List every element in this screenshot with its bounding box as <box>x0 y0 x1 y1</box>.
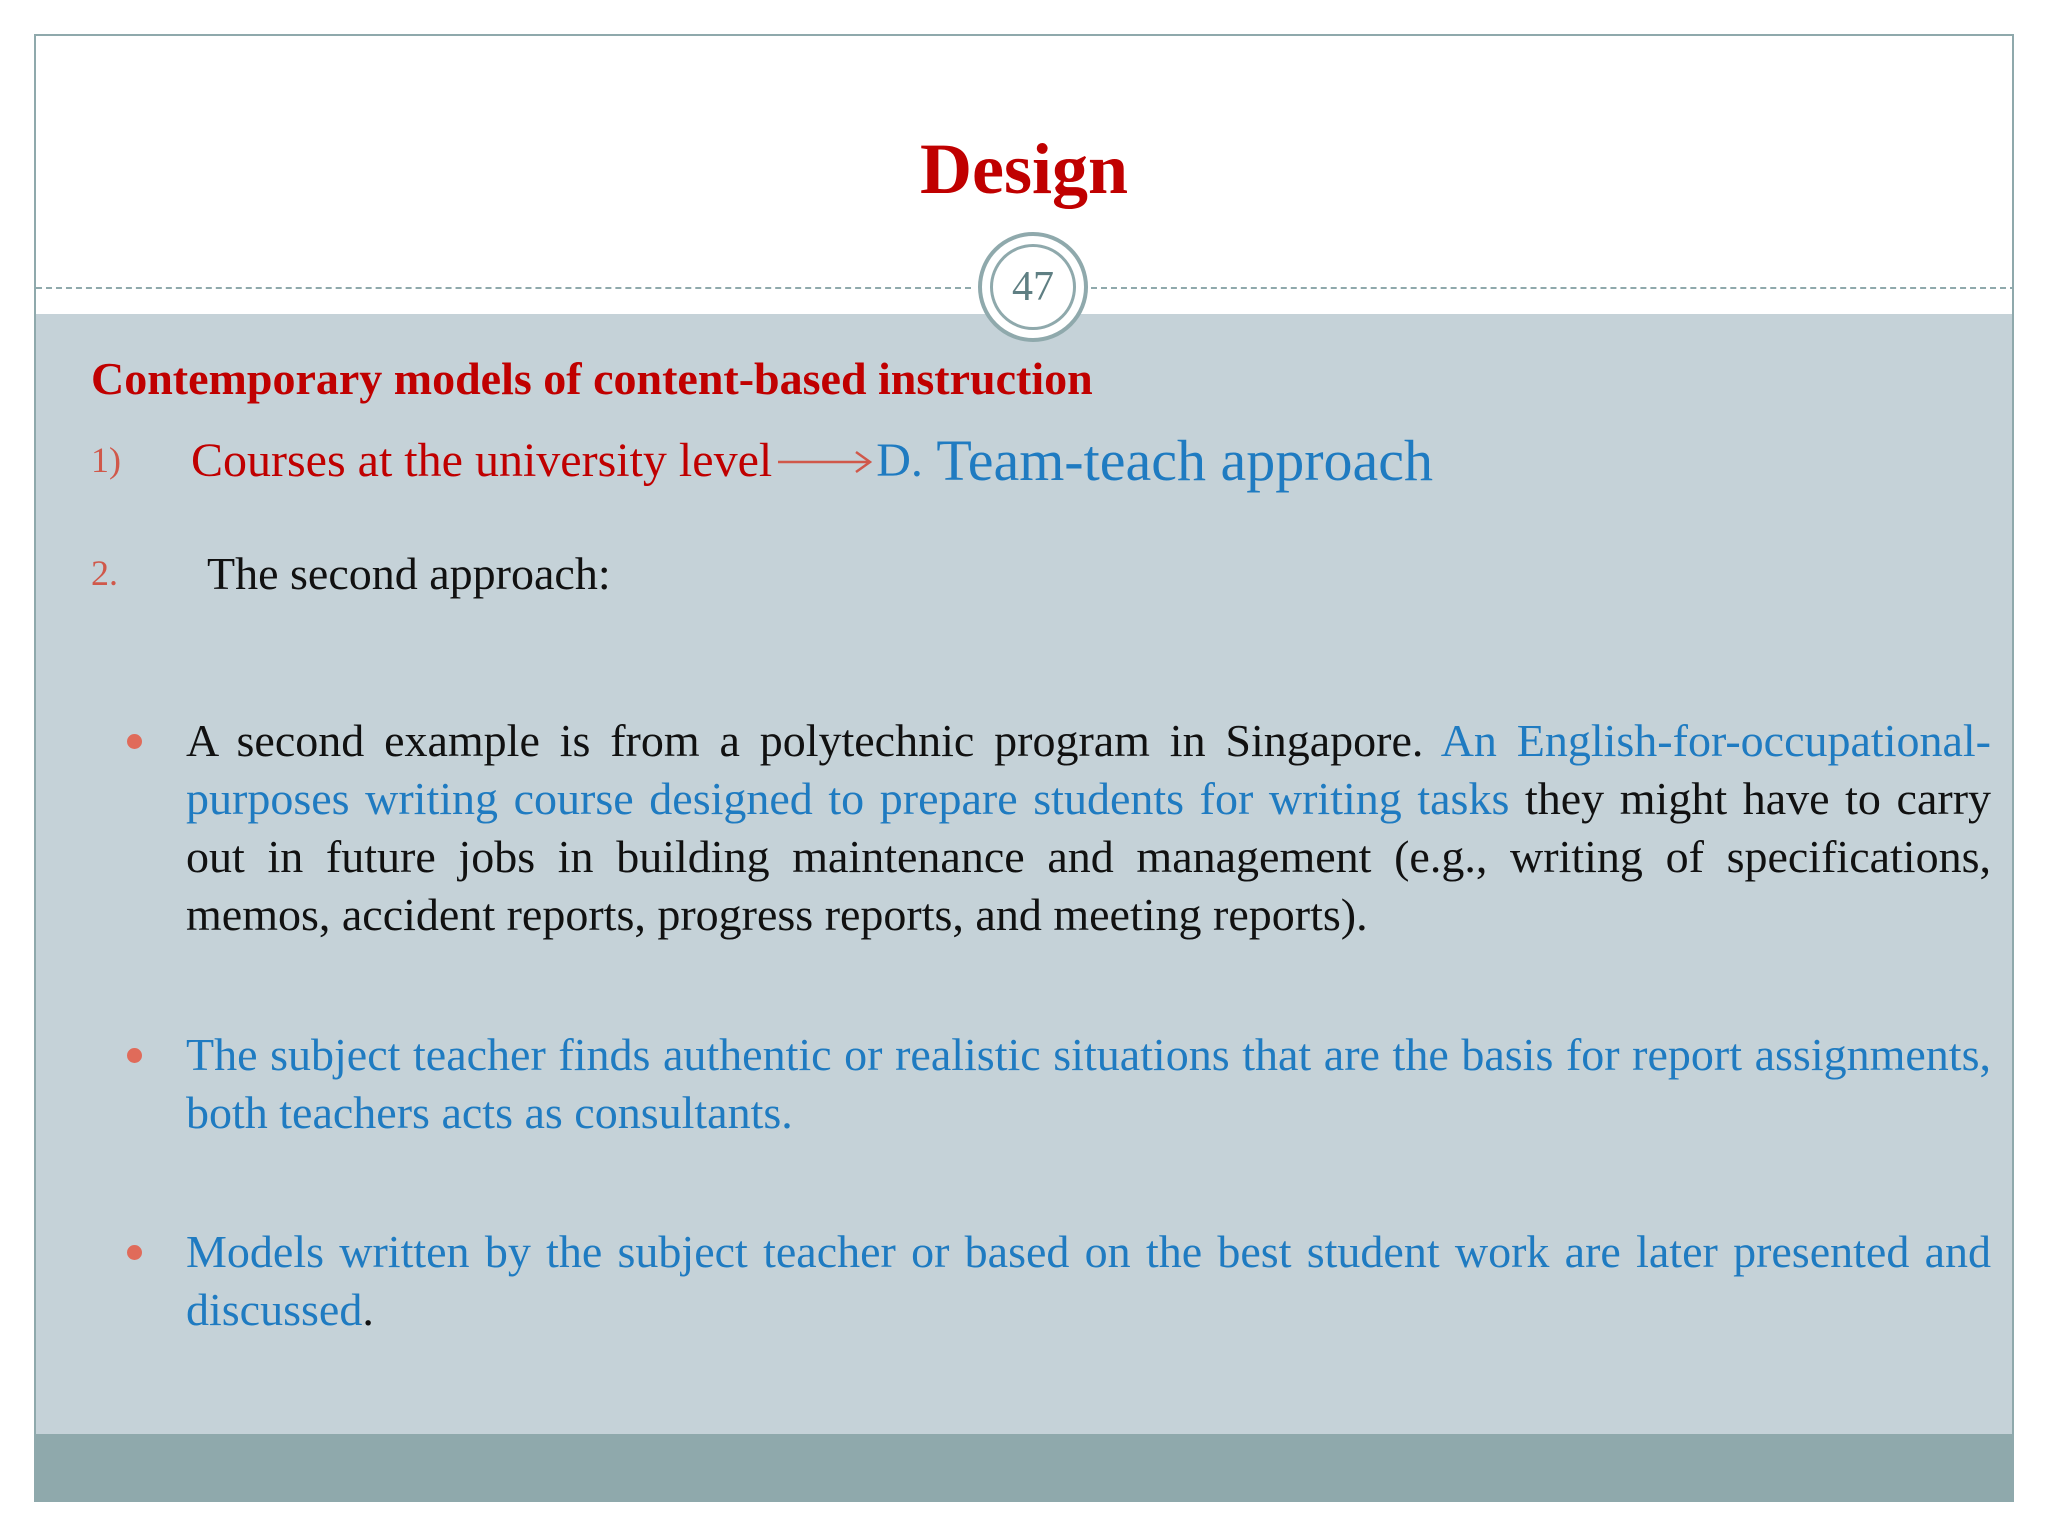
bullet-text <box>186 1223 1991 1339</box>
bullet-text-part: . <box>362 1284 374 1335</box>
divider-right <box>1091 287 2014 289</box>
item-target-text: Team-teach approach <box>922 428 1434 493</box>
item-number: 1) <box>91 440 121 481</box>
item-target-prefix: D. <box>876 434 923 487</box>
numbered-item-1 <box>91 426 1433 496</box>
bullet-text <box>186 1026 1991 1142</box>
slide-title: Design <box>919 129 1129 209</box>
item-text: The second approach: <box>207 548 611 599</box>
bullet-text-highlight: Models written by the subject teacher or based on the best student work are later presented and discussed <box>186 1226 1991 1335</box>
slide <box>34 34 2014 1502</box>
bullet-text-highlight: An English-for-occupational-purposes writing course designed to prepare students for writing tasks <box>186 715 1991 824</box>
page-number-badge <box>978 232 1088 342</box>
bullet-text-highlight: The subject teacher finds authentic or realistic situations that are the basis for report assignments, both teachers acts as consultants. <box>186 1029 1991 1138</box>
bullet-dot-icon <box>127 1245 142 1260</box>
footer-band <box>36 1434 2012 1502</box>
item-number: 2. <box>91 553 118 593</box>
bullet-dot-icon <box>127 1048 142 1063</box>
numbered-item-2 <box>91 546 611 601</box>
page-number: 47 <box>990 244 1076 330</box>
bullet-text-part: they might have to carry out in future jobs in building maintenance and management (e.g., writing of specifications, memos, accident reports, progress reports, and meeting reports). <box>186 773 1992 940</box>
bullet-text <box>186 712 1991 944</box>
bullet-text-part: A second example is from a polytechnic program in Singapore. <box>186 715 1441 766</box>
right-arrow-icon <box>772 446 876 476</box>
item-text: Courses at the university level <box>191 434 773 487</box>
divider-left <box>36 287 971 289</box>
subheading: Contemporary models of content-based instruction <box>91 353 1093 404</box>
bullet-dot-icon <box>127 734 142 749</box>
